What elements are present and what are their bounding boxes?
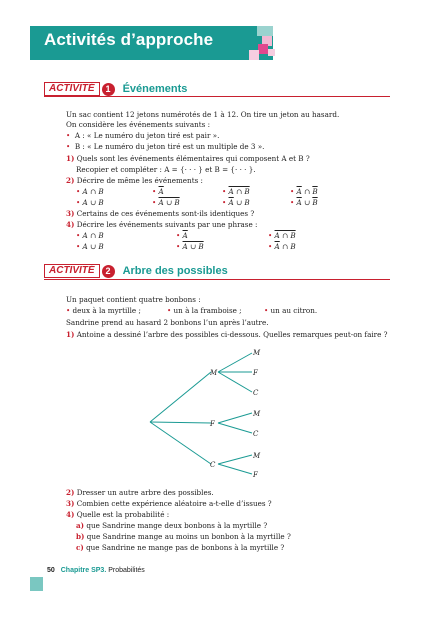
intro-text: Un sac contient 12 jetons numérotés de 1 à 12. On tire un jeton au hasard. (66, 110, 340, 119)
question-4: 4) Quelle est la probabilité : (66, 510, 170, 519)
candy-item: • deux à la myrtille ; (66, 306, 141, 315)
tree-leaf: C (253, 430, 259, 438)
tree-branch (218, 353, 252, 372)
q2-item: • A ∪ B (152, 198, 180, 207)
activity-label: ACTIVITÉ (44, 82, 100, 96)
question-1: 1) Quels sont les événements élémentaires qui composent A et B ? (66, 154, 310, 163)
q4-item: • $\overline{A}$ ∩ B (268, 242, 296, 251)
q4-item: • $\overline{A}$ (176, 231, 188, 240)
footer (47, 567, 145, 574)
q4-subitem: c) que Sandrine ne mange pas de bonbons à la myrtille ? (76, 543, 285, 552)
chapter-subject: Probabilités (108, 567, 145, 574)
tree-leaf: C (253, 389, 259, 397)
activity-title: Arbre des possibles (122, 265, 228, 277)
tree-node: M (210, 369, 218, 377)
q4-item: • A ∪ B (176, 242, 204, 251)
q2-item: • $\overline{A}$ (152, 187, 164, 196)
page-number: 50 (47, 567, 55, 574)
activity-title: Événements (122, 83, 188, 95)
tree-leaf: M (253, 349, 261, 357)
tree-branch (150, 372, 211, 422)
tree-leaf: F (253, 369, 258, 377)
tree-leaf: M (253, 410, 261, 418)
event-b: • B : « Le numéro du jeton tiré est un multiple de 3 ». (66, 142, 265, 151)
q4-subitem: b) que Sandrine mange au moins un bonbon à la myrtille ? (76, 532, 291, 541)
question-3: 3) Combien cette expérience aléatoire a-t-elle d’issues ? (66, 499, 272, 508)
intro-text: Sandrine prend au hasard 2 bonbons l’un après l’autre. (66, 318, 269, 327)
tree-branch (218, 413, 252, 423)
question-4: 4) Décrire les événements suivants par une phrase : (66, 220, 258, 229)
tree-branch (218, 464, 252, 474)
q2-item: • $\overline{A}$ ∩ $\overline{B}$ (290, 187, 318, 196)
q4-subitem: a) que Sandrine mange deux bonbons à la myrtille ? (76, 521, 268, 530)
q4-item: • A ∩ B (76, 231, 104, 240)
tree-leaf: F (253, 471, 258, 479)
question-3: 3) Certains de ces événements sont-ils identiques ? (66, 209, 255, 218)
tree-branch (150, 422, 211, 464)
tree-branch (150, 422, 211, 423)
page-title: Activités d’approche (44, 30, 214, 49)
q2-item: • A ∩ B (222, 187, 250, 196)
question-2: 2) Dresser un autre arbre des possibles. (66, 488, 214, 497)
q2-item: • $\overline{A}$ ∪ B (222, 198, 250, 207)
tree-node: C (210, 461, 216, 469)
q4-item: • A ∩ B (268, 231, 296, 240)
candy-item: • un au citron. (264, 306, 318, 315)
q2-item: • A ∩ B (76, 187, 104, 196)
tree-branch (218, 423, 252, 433)
tree-branch (218, 372, 252, 392)
activity-number: 2 (102, 265, 115, 278)
q2-item: • A ∪ B (76, 198, 104, 207)
candy-item: • un à la framboise ; (167, 306, 242, 315)
event-a: • A : « Le numéro du jeton tiré est pair ». (66, 131, 220, 140)
intro-text: Un paquet contient quatre bonbons : (66, 295, 201, 304)
intro-text: On considère les événements suivants : (66, 120, 211, 129)
q4-item: • A ∪ B (76, 242, 104, 251)
question-2: 2) Décrire de même les événements : (66, 176, 203, 185)
tree-leaf: M (253, 452, 261, 460)
tree-node: F (210, 420, 215, 428)
activity-label: ACTIVITÉ (44, 264, 100, 278)
question-1b: Recopier et compléter : A = {· · · } et B = {· · · }. (76, 165, 256, 174)
footer-marker (30, 577, 43, 591)
q2-item: • $\overline{A}$ ∪ $\overline{B}$ (290, 198, 318, 207)
question-1: 1) Antoine a dessiné l’arbre des possibles ci-dessous. Quelles remarques peut-on faire ? (66, 330, 388, 339)
chapter-label: Chapitre SP3. (60, 567, 107, 574)
tree-branch (218, 455, 252, 464)
activity-number: 1 (102, 83, 115, 96)
